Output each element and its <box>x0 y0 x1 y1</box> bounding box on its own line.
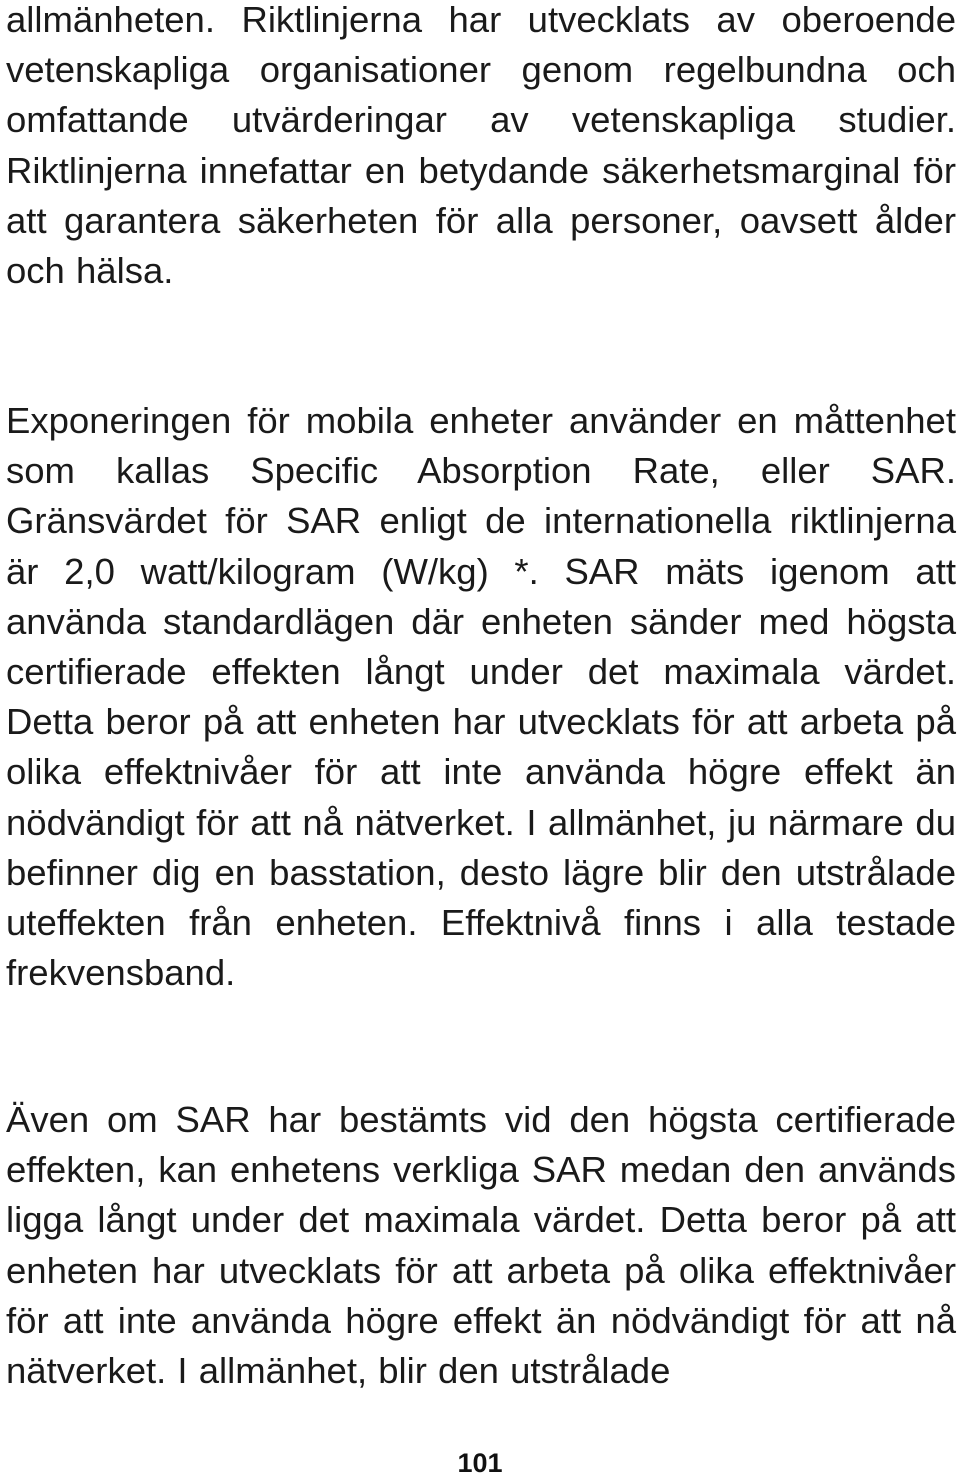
paragraph-sar-exposure: Exponeringen för mobila enheter använder en måttenhet som kallas Specific Absorption Rate, eller SAR. Gränsvärdet för SAR enligt de internationella riktlinjerna är 2,0 watt/kilogram (W/kg) *. SAR mäts igenom att använda standardlägen där enheten sänder med högsta certifierade effekten långt under det maximala värdet. Detta beror på att enheten har utvecklats för att arbeta på olika effektnivåer för att inte använda högre effekt än nödvändigt för att nå nätverket. I allmänhet, ju närmare du befinner dig en basstation, desto lägre blir den utstrålade uteffekten från enheten. Effektnivå finns i alla testade frekvensband. <box>6 400 956 994</box>
paragraph-guidelines: allmänheten. Riktlinjerna har utvecklats av oberoende vetenskapliga organisationer genom regelbundna och omfattande utvärderingar av vetenskapliga studier. Riktlinjerna innefattar en betydande säkerhetsmarginal för att garantera säkerheten för alla personer, oavsett ålder och hälsa. <box>6 0 956 292</box>
paragraph-sar-actual: Även om SAR har bestämts vid den högsta certifierade effekten, kan enhetens verkliga SAR medan den används ligga långt under det maximala värdet. Detta beror på att enheten har utvecklats för att arbeta på olika effektnivåer för att inte använda högre effekt än nödvändigt för att nå nätverket. I allmänhet, blir den utstrålade <box>6 1099 956 1392</box>
page-number: 101 <box>457 1448 503 1478</box>
